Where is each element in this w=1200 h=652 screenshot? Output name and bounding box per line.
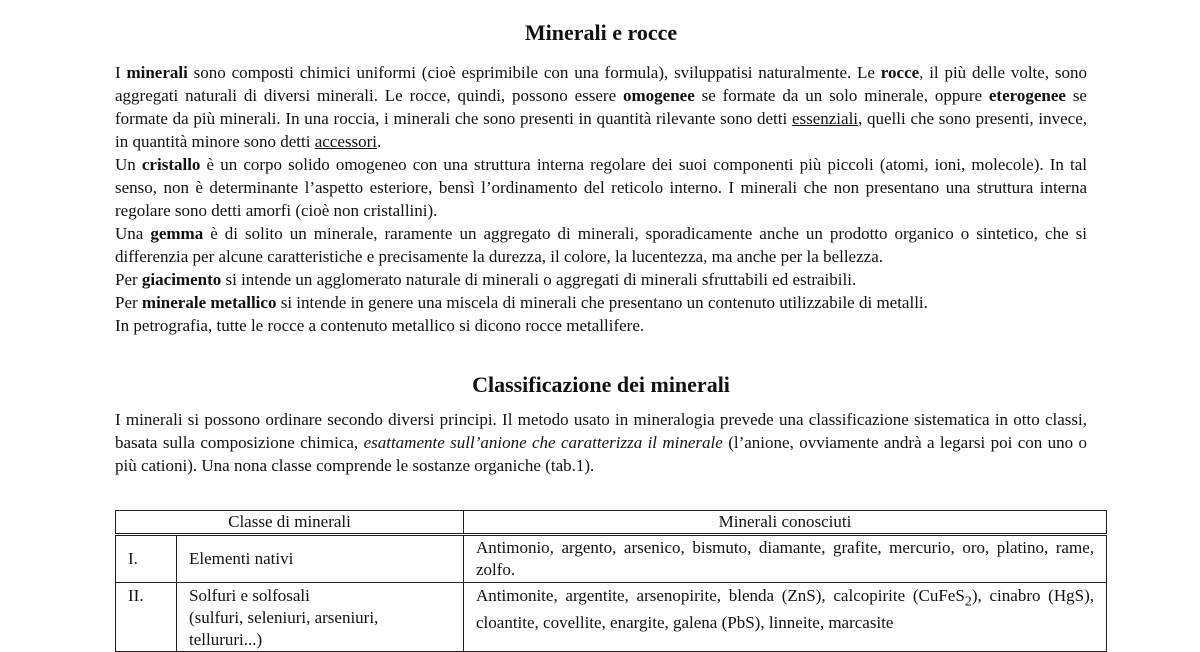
term-eterogenee: eterogenee bbox=[988, 86, 1066, 105]
header-classe: Classe di minerali bbox=[116, 511, 464, 535]
row-class: Elementi nativi bbox=[177, 535, 464, 583]
section-title-classificazione: Classificazione dei minerali bbox=[472, 372, 730, 397]
row-class-sub: (sulfuri, seleniuri, arseniuri, tellururi...) bbox=[189, 608, 379, 649]
term-omogenee: omogenee bbox=[622, 86, 695, 105]
term-minerali: minerali bbox=[126, 63, 188, 82]
classification-section bbox=[115, 408, 1087, 477]
paragraph-petrografia: In petrografia, tutte le rocce a contenuto metallico si dicono rocce metallifere. bbox=[115, 316, 645, 335]
emphasis-anione: esattamente sull’anione che caratterizza il minerale bbox=[363, 433, 723, 452]
term-essenziali: essenziali bbox=[791, 109, 859, 128]
header-minerali: Minerali conosciuti bbox=[464, 511, 1107, 535]
table-row bbox=[116, 583, 1107, 652]
paragraph-classificazione: I minerali si possono ordinare secondo diversi principi. Il metodo usato in mineralogia prevede una classificazione sistematica in otto classi, basata sulla composizione chimica, esattamente sull’anione che caratterizza il minerale (l’anione, ovviamente andrà a legarsi poi con uno o più cationi). Una nona classe comprende le sostanze organiche (tab.1). bbox=[115, 410, 1087, 475]
paragraph-minerale-metallico: Per minerale metallico si intende in genere una miscela di minerali che presentano un contenuto utilizzabile di metalli. bbox=[115, 293, 928, 312]
term-accessori: accessori bbox=[314, 132, 378, 151]
paragraph-minerali: I minerali sono composti chimici uniformi (cioè esprimibile con una formula), sviluppatisi naturalmente. Le rocce, il più delle volte, sono aggregati naturali di diversi minerali. Le rocce, quindi, possono essere omogenee se formate da un solo minerale, oppure eterogenee se formate da più minerali. In una roccia, i minerali che sono presenti in quantità rilevante sono detti essenziali, quelli che sono presenti, invece, in quantità minore sono detti accessori. bbox=[115, 63, 1087, 151]
table-header-row bbox=[116, 511, 1107, 535]
term-cristallo: cristallo bbox=[141, 155, 201, 174]
paragraph-cristallo: Un cristallo è un corpo solido omogeneo con una struttura interna regolare dei suoi componenti più piccoli (atomi, ioni, molecole). In tal senso, non è determinante l’aspetto esteriore, bensì l’ordinamento del reticolo interno. I minerali che non presentano una struttura interna regolare sono detti amorfi (cioè non cristallini). bbox=[115, 155, 1087, 220]
row-minerals: Antimonio, argento, arsenico, bismuto, diamante, grafite, mercurio, oro, platino, rame, zolfo. bbox=[464, 535, 1107, 583]
term-gemma: gemma bbox=[150, 224, 204, 243]
term-giacimento: giacimento bbox=[141, 270, 222, 289]
term-rocce: rocce bbox=[880, 63, 920, 82]
term-minerale-metallico: minerale metallico bbox=[141, 293, 277, 312]
intro-section bbox=[115, 61, 1087, 337]
table-row bbox=[116, 535, 1107, 583]
row-number: II. bbox=[116, 583, 177, 652]
row-class: Solfuri e solfosali (sulfuri, seleniuri, arseniuri, tellururi...) bbox=[177, 583, 464, 652]
page-title: Minerali e rocce bbox=[524, 20, 678, 45]
row-number: I. bbox=[116, 535, 177, 583]
paragraph-gemma: Una gemma è di solito un minerale, raramente un aggregato di minerali, sporadicamente anche un prodotto organico o sintetico, che si differenzia per alcune caratteristiche e precisamente la durezza, il colore, la lucentezza, ma anche per la bellezza. bbox=[115, 224, 1087, 266]
row-minerals: Antimonite, argentite, arsenopirite, blenda (ZnS), calcopirite (CuFeS$_2$), cinabro (HgS), cloantite, covellite, enargite, galena (PbS), linneite, marcasite bbox=[464, 583, 1107, 652]
paragraph-giacimento: Per giacimento si intende un agglomerato naturale di minerali o aggregati di minerali sfruttabili ed estraibili. bbox=[115, 270, 857, 289]
minerals-table bbox=[115, 510, 1107, 652]
